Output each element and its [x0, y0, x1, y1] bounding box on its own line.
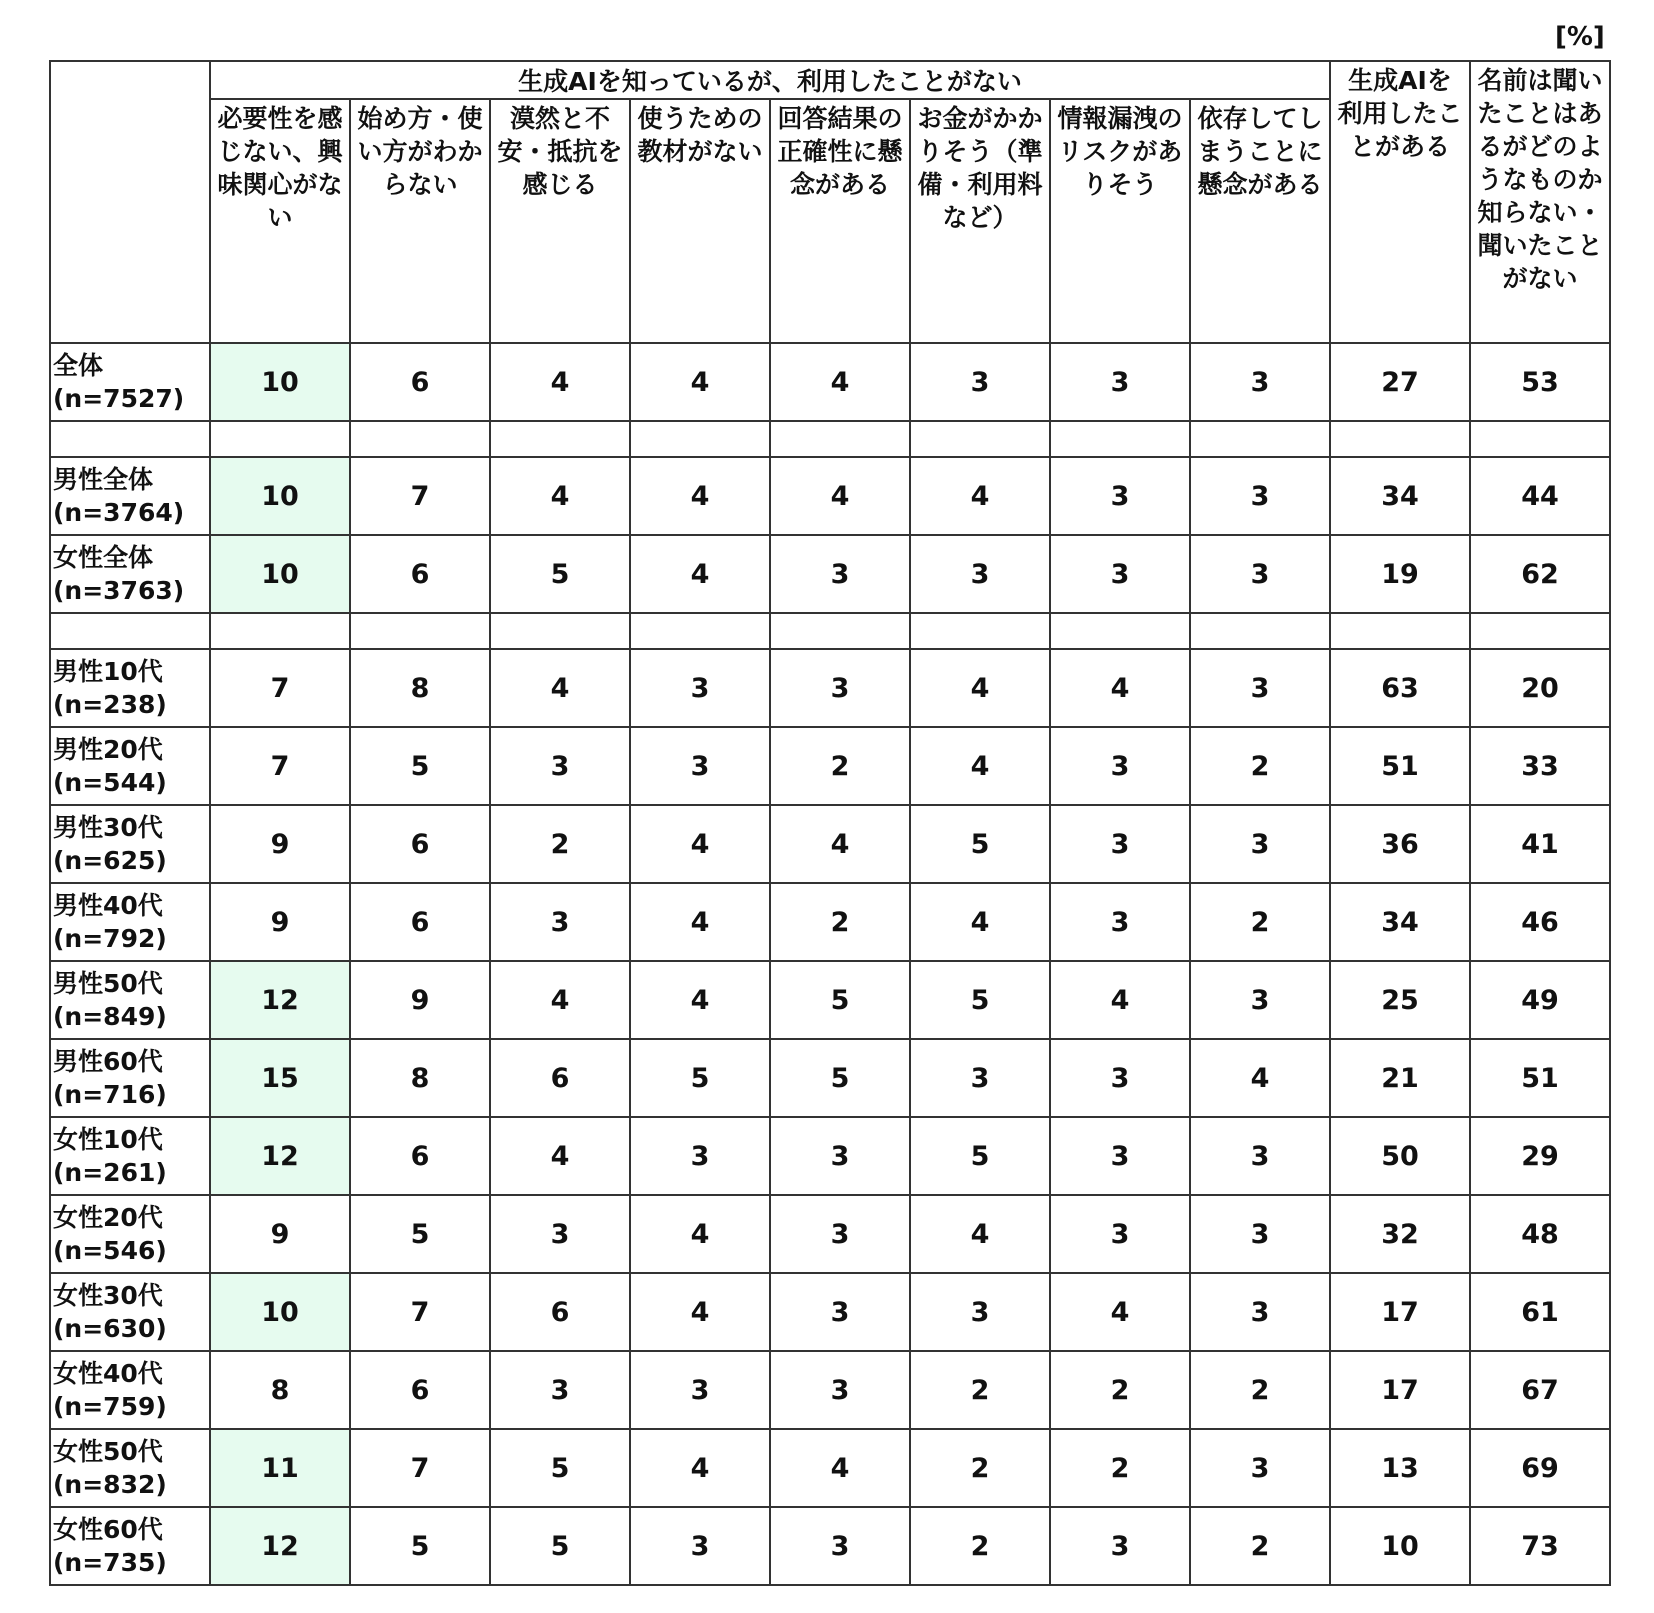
- value-cell: 63: [1330, 649, 1470, 727]
- value-cell: 4: [630, 1195, 770, 1273]
- value-cell: 2: [490, 805, 630, 883]
- table-row: [50, 535, 1610, 613]
- value-cell: 2: [1190, 883, 1330, 961]
- value-cell: 3: [910, 1273, 1050, 1351]
- value-cell: 2: [770, 883, 910, 961]
- value-cell: 10: [210, 343, 350, 421]
- spacer-cell: [1050, 613, 1190, 649]
- value-cell: 6: [350, 343, 490, 421]
- row-label: [50, 1351, 210, 1429]
- spacer-row: [50, 613, 1610, 649]
- value-cell: 3: [630, 1351, 770, 1429]
- table-row: [50, 961, 1610, 1039]
- value-cell: 3: [630, 649, 770, 727]
- value-cell: 3: [1050, 535, 1190, 613]
- row-label-n: (n=3763): [53, 576, 185, 605]
- row-label: [50, 883, 210, 961]
- value-cell: 3: [770, 535, 910, 613]
- spacer-cell: [630, 613, 770, 649]
- value-cell: 3: [770, 1195, 910, 1273]
- value-cell: 3: [1190, 961, 1330, 1039]
- spacer-cell: [50, 613, 210, 649]
- value-cell: 3: [1050, 805, 1190, 883]
- value-cell: 50: [1330, 1117, 1470, 1195]
- group-header: 生成AIを知っているが、利用したことがない: [210, 61, 1330, 99]
- value-cell: 3: [1190, 535, 1330, 613]
- value-cell: 3: [1050, 457, 1190, 535]
- table-row: [50, 1195, 1610, 1273]
- value-cell: 2: [1050, 1429, 1190, 1507]
- spacer-cell: [770, 613, 910, 649]
- spacer-cell: [910, 421, 1050, 457]
- row-label-group: 女性40代: [53, 1359, 163, 1388]
- value-cell: 51: [1470, 1039, 1610, 1117]
- value-cell: 4: [910, 1195, 1050, 1273]
- header-row-group: [50, 61, 1610, 99]
- value-cell: 4: [490, 961, 630, 1039]
- value-cell: 3: [770, 649, 910, 727]
- col-header-8: [1190, 99, 1330, 343]
- value-cell: 4: [1190, 1039, 1330, 1117]
- value-cell: 7: [350, 1273, 490, 1351]
- value-cell: 3: [1050, 1507, 1190, 1585]
- data-table: [49, 60, 1611, 1586]
- value-cell: 4: [910, 727, 1050, 805]
- value-cell: 6: [350, 805, 490, 883]
- spacer-cell: [210, 421, 350, 457]
- value-cell: 29: [1470, 1117, 1610, 1195]
- value-cell: 7: [350, 1429, 490, 1507]
- value-cell: 2: [910, 1351, 1050, 1429]
- value-cell: 67: [1470, 1351, 1610, 1429]
- row-label: [50, 1507, 210, 1585]
- value-cell: 4: [1050, 961, 1190, 1039]
- col-header-text: 始め方・使い方がわからない: [357, 104, 483, 199]
- value-cell: 4: [630, 883, 770, 961]
- col-header-4: [630, 99, 770, 343]
- value-cell: 7: [350, 457, 490, 535]
- value-cell: 3: [490, 883, 630, 961]
- value-cell: 46: [1470, 883, 1610, 961]
- value-cell: 34: [1330, 457, 1470, 535]
- value-cell: 3: [1190, 1429, 1330, 1507]
- table-row: [50, 457, 1610, 535]
- spacer-cell: [1190, 613, 1330, 649]
- col-header-text: 依存してしまうことに懸念がある: [1197, 104, 1323, 199]
- value-cell: 4: [490, 457, 630, 535]
- spacer-cell: [1470, 613, 1610, 649]
- table-row: [50, 343, 1610, 421]
- row-label: [50, 1117, 210, 1195]
- col-header-text: 情報漏洩のリスクがありそう: [1057, 104, 1183, 199]
- value-cell: 3: [1050, 343, 1190, 421]
- value-cell: 3: [1050, 883, 1190, 961]
- row-label-n: (n=832): [53, 1470, 167, 1499]
- value-cell: 8: [350, 649, 490, 727]
- value-cell: 5: [630, 1039, 770, 1117]
- spacer-cell: [490, 421, 630, 457]
- value-cell: 5: [910, 805, 1050, 883]
- value-cell: 4: [910, 883, 1050, 961]
- value-cell: 7: [210, 727, 350, 805]
- value-cell: 3: [490, 727, 630, 805]
- row-label: [50, 343, 210, 421]
- spacer-cell: [1330, 613, 1470, 649]
- table-row: [50, 1351, 1610, 1429]
- value-cell: 3: [1050, 727, 1190, 805]
- table-row: [50, 727, 1610, 805]
- row-label-n: (n=759): [53, 1392, 167, 1421]
- value-cell: 5: [490, 535, 630, 613]
- value-cell: 3: [1190, 1117, 1330, 1195]
- row-label-group: 男性20代: [53, 735, 163, 764]
- value-cell: 41: [1470, 805, 1610, 883]
- value-cell: 4: [910, 457, 1050, 535]
- value-cell: 3: [770, 1507, 910, 1585]
- spacer-cell: [910, 613, 1050, 649]
- row-label: [50, 649, 210, 727]
- row-label-n: (n=3764): [53, 498, 185, 527]
- value-cell: 6: [350, 535, 490, 613]
- row-label-group: 女性30代: [53, 1281, 163, 1310]
- col-header-used: [1330, 61, 1470, 343]
- value-cell: 2: [1190, 727, 1330, 805]
- col-header-unknown-text: 名前は聞いたことはあるがどのようなものか知らない・聞いたことがない: [1477, 66, 1603, 293]
- row-label-group: 女性60代: [53, 1515, 163, 1544]
- col-header-text: 使うための教材がない: [637, 104, 763, 166]
- value-cell: 73: [1470, 1507, 1610, 1585]
- value-cell: 10: [1330, 1507, 1470, 1585]
- spacer-cell: [210, 613, 350, 649]
- value-cell: 62: [1470, 535, 1610, 613]
- value-cell: 3: [1190, 1195, 1330, 1273]
- value-cell: 15: [210, 1039, 350, 1117]
- value-cell: 4: [490, 1117, 630, 1195]
- value-cell: 7: [210, 649, 350, 727]
- value-cell: 61: [1470, 1273, 1610, 1351]
- value-cell: 3: [490, 1351, 630, 1429]
- row-label-group: 女性10代: [53, 1125, 163, 1154]
- row-label-group: 男性全体: [53, 465, 154, 494]
- row-label-group: 男性10代: [53, 657, 163, 686]
- value-cell: 2: [910, 1507, 1050, 1585]
- value-cell: 6: [350, 883, 490, 961]
- row-label-n: (n=716): [53, 1080, 167, 1109]
- value-cell: 5: [350, 1507, 490, 1585]
- value-cell: 4: [910, 649, 1050, 727]
- row-label-n: (n=544): [53, 768, 167, 797]
- value-cell: 12: [210, 1507, 350, 1585]
- value-cell: 44: [1470, 457, 1610, 535]
- value-cell: 3: [1190, 649, 1330, 727]
- value-cell: 3: [910, 343, 1050, 421]
- table-row: [50, 1117, 1610, 1195]
- col-header-text: 必要性を感じない、興味関心がない: [217, 104, 343, 232]
- value-cell: 13: [1330, 1429, 1470, 1507]
- value-cell: 2: [770, 727, 910, 805]
- value-cell: 2: [1050, 1351, 1190, 1429]
- row-label-group: 女性20代: [53, 1203, 163, 1232]
- row-label: [50, 805, 210, 883]
- table-row: [50, 1507, 1610, 1585]
- value-cell: 27: [1330, 343, 1470, 421]
- value-cell: 5: [350, 1195, 490, 1273]
- value-cell: 10: [210, 1273, 350, 1351]
- value-cell: 17: [1330, 1351, 1470, 1429]
- value-cell: 21: [1330, 1039, 1470, 1117]
- value-cell: 4: [630, 805, 770, 883]
- col-header-unknown: [1470, 61, 1610, 343]
- row-label-group: 女性50代: [53, 1437, 163, 1466]
- row-label-group: 男性50代: [53, 969, 163, 998]
- value-cell: 11: [210, 1429, 350, 1507]
- value-cell: 10: [210, 457, 350, 535]
- row-label-group: 女性全体: [53, 543, 154, 572]
- value-cell: 4: [490, 649, 630, 727]
- value-cell: 3: [910, 535, 1050, 613]
- value-cell: 3: [1190, 1273, 1330, 1351]
- value-cell: 2: [910, 1429, 1050, 1507]
- spacer-cell: [1190, 421, 1330, 457]
- value-cell: 9: [210, 1195, 350, 1273]
- value-cell: 49: [1470, 961, 1610, 1039]
- row-label-group: 男性40代: [53, 891, 163, 920]
- spacer-cell: [630, 421, 770, 457]
- spacer-cell: [1050, 421, 1190, 457]
- spacer-cell: [490, 613, 630, 649]
- value-cell: 2: [1190, 1351, 1330, 1429]
- value-cell: 3: [770, 1351, 910, 1429]
- value-cell: 4: [1050, 1273, 1190, 1351]
- col-header-1: [210, 99, 350, 343]
- row-label-group: 男性30代: [53, 813, 163, 842]
- col-header-5: [770, 99, 910, 343]
- row-label: [50, 961, 210, 1039]
- row-label-n: (n=625): [53, 846, 167, 875]
- table-row: [50, 1273, 1610, 1351]
- value-cell: 3: [1190, 343, 1330, 421]
- spacer-cell: [350, 421, 490, 457]
- value-cell: 3: [1050, 1039, 1190, 1117]
- row-label: [50, 727, 210, 805]
- value-cell: 53: [1470, 343, 1610, 421]
- col-header-text: お金がかかりそう（準備・利用料など）: [917, 104, 1043, 232]
- value-cell: 3: [770, 1273, 910, 1351]
- spacer-cell: [1470, 421, 1610, 457]
- row-label-group: 全体: [53, 351, 104, 380]
- value-cell: 4: [1050, 649, 1190, 727]
- table-row: [50, 805, 1610, 883]
- value-cell: 6: [350, 1351, 490, 1429]
- value-cell: 3: [490, 1195, 630, 1273]
- value-cell: 48: [1470, 1195, 1610, 1273]
- value-cell: 4: [770, 805, 910, 883]
- table-row: [50, 883, 1610, 961]
- value-cell: 4: [630, 961, 770, 1039]
- col-header-used-text: 生成AIを利用したことがある: [1337, 66, 1463, 161]
- row-label: [50, 1195, 210, 1273]
- table-row: [50, 1429, 1610, 1507]
- row-label: [50, 1039, 210, 1117]
- value-cell: 4: [630, 1429, 770, 1507]
- value-cell: 20: [1470, 649, 1610, 727]
- value-cell: 3: [1050, 1195, 1190, 1273]
- value-cell: 3: [770, 1117, 910, 1195]
- value-cell: 4: [630, 457, 770, 535]
- value-cell: 3: [1190, 805, 1330, 883]
- value-cell: 36: [1330, 805, 1470, 883]
- value-cell: 8: [210, 1351, 350, 1429]
- value-cell: 19: [1330, 535, 1470, 613]
- value-cell: 33: [1470, 727, 1610, 805]
- row-label-n: (n=630): [53, 1314, 167, 1343]
- row-label-n: (n=238): [53, 690, 167, 719]
- col-header-text: 回答結果の正確性に懸念がある: [777, 104, 903, 199]
- value-cell: 4: [630, 535, 770, 613]
- value-cell: 5: [910, 1117, 1050, 1195]
- value-cell: 12: [210, 1117, 350, 1195]
- value-cell: 17: [1330, 1273, 1470, 1351]
- col-header-2: [350, 99, 490, 343]
- value-cell: 6: [350, 1117, 490, 1195]
- value-cell: 5: [490, 1429, 630, 1507]
- value-cell: 3: [1190, 457, 1330, 535]
- value-cell: 9: [210, 805, 350, 883]
- value-cell: 69: [1470, 1429, 1610, 1507]
- value-cell: 9: [350, 961, 490, 1039]
- value-cell: 9: [210, 883, 350, 961]
- row-label-n: (n=7527): [53, 384, 185, 413]
- value-cell: 25: [1330, 961, 1470, 1039]
- row-label: [50, 1273, 210, 1351]
- table-row: [50, 1039, 1610, 1117]
- value-cell: 5: [910, 961, 1050, 1039]
- value-cell: 34: [1330, 883, 1470, 961]
- value-cell: 8: [350, 1039, 490, 1117]
- col-header-3: [490, 99, 630, 343]
- value-cell: 4: [770, 1429, 910, 1507]
- col-header-7: [1050, 99, 1190, 343]
- table-row: [50, 649, 1610, 727]
- value-cell: 5: [770, 1039, 910, 1117]
- spacer-cell: [770, 421, 910, 457]
- value-cell: 4: [770, 457, 910, 535]
- unit-label: [%]: [1555, 22, 1605, 52]
- spacer-row: [50, 421, 1610, 457]
- value-cell: 3: [630, 1507, 770, 1585]
- row-label: [50, 535, 210, 613]
- value-cell: 51: [1330, 727, 1470, 805]
- col-header-text: 漠然と不安・抵抗を感じる: [497, 104, 623, 199]
- value-cell: 4: [770, 343, 910, 421]
- value-cell: 3: [630, 1117, 770, 1195]
- row-label-n: (n=735): [53, 1548, 167, 1577]
- value-cell: 2: [1190, 1507, 1330, 1585]
- row-label: [50, 457, 210, 535]
- value-cell: 5: [770, 961, 910, 1039]
- spacer-cell: [350, 613, 490, 649]
- row-label-n: (n=792): [53, 924, 167, 953]
- row-label-n: (n=849): [53, 1002, 167, 1031]
- value-cell: 3: [1050, 1117, 1190, 1195]
- value-cell: 4: [630, 1273, 770, 1351]
- spacer-cell: [1330, 421, 1470, 457]
- value-cell: 3: [910, 1039, 1050, 1117]
- value-cell: 4: [630, 343, 770, 421]
- col-header-6: [910, 99, 1050, 343]
- corner-cell: [50, 61, 210, 343]
- row-label: [50, 1429, 210, 1507]
- row-label-group: 男性60代: [53, 1047, 163, 1076]
- row-label-n: (n=546): [53, 1236, 167, 1265]
- value-cell: 6: [490, 1039, 630, 1117]
- value-cell: 5: [350, 727, 490, 805]
- value-cell: 3: [630, 727, 770, 805]
- value-cell: 32: [1330, 1195, 1470, 1273]
- spacer-cell: [50, 421, 210, 457]
- value-cell: 4: [490, 343, 630, 421]
- value-cell: 12: [210, 961, 350, 1039]
- value-cell: 10: [210, 535, 350, 613]
- value-cell: 5: [490, 1507, 630, 1585]
- row-label-n: (n=261): [53, 1158, 167, 1187]
- value-cell: 6: [490, 1273, 630, 1351]
